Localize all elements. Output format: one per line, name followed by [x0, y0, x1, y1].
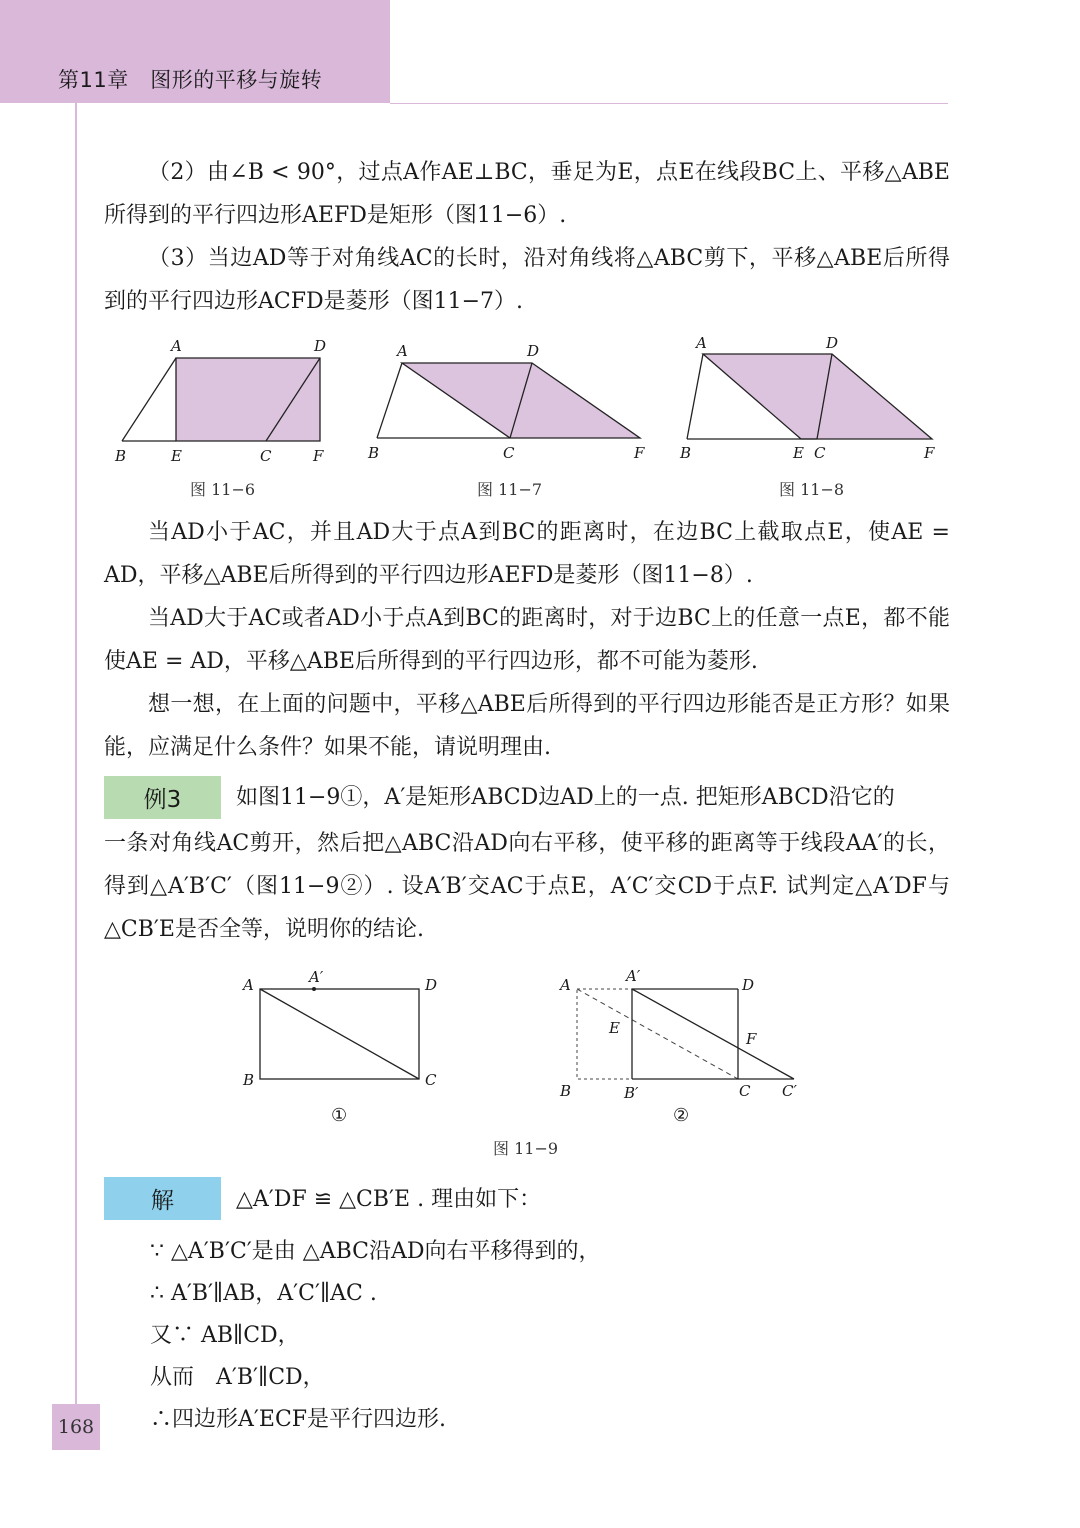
- solution-tag: 解: [104, 1177, 221, 1220]
- label-a-prime: A′: [309, 968, 324, 986]
- label-d: D: [527, 342, 540, 360]
- label-c: C: [425, 1071, 437, 1089]
- figure-11-8: [674, 335, 944, 465]
- label-a: A: [397, 342, 408, 360]
- label-a: A: [696, 334, 707, 352]
- sub-figure-mark-2: ②: [673, 1105, 690, 1126]
- paragraph-no-rhombus-case: 当AD大于AC或者AD小于点A到BC的距离时，对于边BC上的任意一点E，都不能使AE = AD，平移△ABE后所得到的平行四边形，都不可能为菱形.: [104, 606, 950, 674]
- label-c-prime: C′: [782, 1082, 797, 1100]
- caption-fig-11-8: 图 11−8: [779, 480, 845, 499]
- label-c: C: [739, 1082, 751, 1100]
- paragraph-rhombus-case: 当AD小于AC，并且AD大于点A到BC的距离时，在边BC上截取点E，使AE = AD，平移△ABE后所得到的平行四边形AEFD是菱形（图11−8）.: [104, 520, 950, 588]
- label-e: E: [171, 447, 182, 465]
- label-d: D: [425, 976, 438, 994]
- label-d: D: [314, 337, 327, 355]
- page-number: 168: [52, 1404, 100, 1450]
- left-margin-rule: [75, 103, 77, 1448]
- label-b: B: [560, 1082, 572, 1100]
- label-f: F: [746, 1030, 757, 1048]
- example-3-first-line: 如图11−9①，A′是矩形ABCD边AD上的一点. 把矩形ABCD沿它的: [236, 785, 895, 810]
- caption-fig-11-7: 图 11−7: [477, 480, 543, 499]
- shaded-rectangle-aefd: [176, 358, 320, 441]
- figure-11-9-part-2: [556, 966, 826, 1126]
- chapter-title: 第11章 图形的平移与旋转: [58, 68, 323, 92]
- caption-fig-11-9: 图 11−9: [493, 1139, 559, 1158]
- point-a-prime: [312, 987, 316, 991]
- solution-line-4: 从而 A′B′∥CD，: [150, 1365, 325, 1390]
- solution-line-5: ∴四边形A′ECF是平行四边形.: [150, 1407, 447, 1432]
- label-b: B: [243, 1071, 255, 1089]
- label-a: A: [560, 976, 571, 994]
- label-f: F: [924, 444, 935, 462]
- segment-ab: [122, 358, 176, 441]
- solution-line-1: ∵ △A′B′C′是由 △ABC沿AD向右平移得到的，: [150, 1239, 601, 1264]
- paragraph-think: 想一想，在上面的问题中，平移△ABE后所得到的平行四边形能否是正方形？如果能，应满足什么条件？如果不能，请说明理由.: [104, 692, 950, 760]
- segment-a-prime-d: [632, 989, 738, 1079]
- figure-11-7: [364, 338, 654, 468]
- label-b: B: [680, 444, 692, 462]
- label-b: B: [115, 447, 127, 465]
- label-c: C: [814, 444, 826, 462]
- label-f: F: [634, 444, 645, 462]
- label-c: C: [503, 444, 515, 462]
- label-a-prime: A′: [626, 967, 641, 985]
- shaded-rhombus-aefd: [703, 354, 932, 439]
- segment-ab: [687, 354, 703, 439]
- label-d: D: [826, 334, 839, 352]
- solution-line-2: ∴ A′B′∥AB，A′C′∥AC .: [150, 1281, 377, 1306]
- figure-11-9-part-1: [236, 966, 466, 1126]
- segment-ab: [377, 363, 402, 438]
- label-f: F: [313, 447, 324, 465]
- label-e: E: [793, 444, 804, 462]
- label-b-prime: B′: [624, 1084, 639, 1102]
- label-e: E: [609, 1019, 620, 1037]
- label-a: A: [171, 337, 182, 355]
- paragraph-case-3: （3）当边AD等于对角线AC的长时，沿对角线将△ABC剪下，平移△ABE后所得到的平行四边形ACFD是菱形（图11−7）.: [104, 246, 950, 314]
- sub-figure-mark-1: ①: [331, 1105, 348, 1126]
- figure-11-6: [104, 335, 354, 465]
- diagonal-ac: [260, 989, 419, 1079]
- solution-line-3: 又∵ AB∥CD，: [150, 1323, 300, 1348]
- label-d: D: [742, 976, 755, 994]
- label-b: B: [368, 444, 380, 462]
- solution-first-line: △A′DF ≌ △CB′E . 理由如下：: [236, 1187, 542, 1212]
- label-c: C: [260, 447, 272, 465]
- label-a: A: [243, 976, 254, 994]
- paragraph-case-2: （2）由∠B < 90°，过点A作AE⊥BC，垂足为E，点E在线段BC上、平移△ABE所得到的平行四边形AEFD是矩形（图11−6）.: [104, 160, 950, 228]
- example-3-tag: 例3: [104, 776, 221, 819]
- example-3-text: 一条对角线AC剪开，然后把△ABC沿AD向右平移，使平移的距离等于线段AA′的长，得到△A′B′C′（图11−9②）. 设A′B′交AC于点E，A′C′交CD于点F. 试判定△A′DF与△CB′E是否全等，说明你的结论.: [104, 831, 950, 942]
- header-rule: [390, 103, 948, 104]
- caption-fig-11-6: 图 11−6: [190, 480, 256, 499]
